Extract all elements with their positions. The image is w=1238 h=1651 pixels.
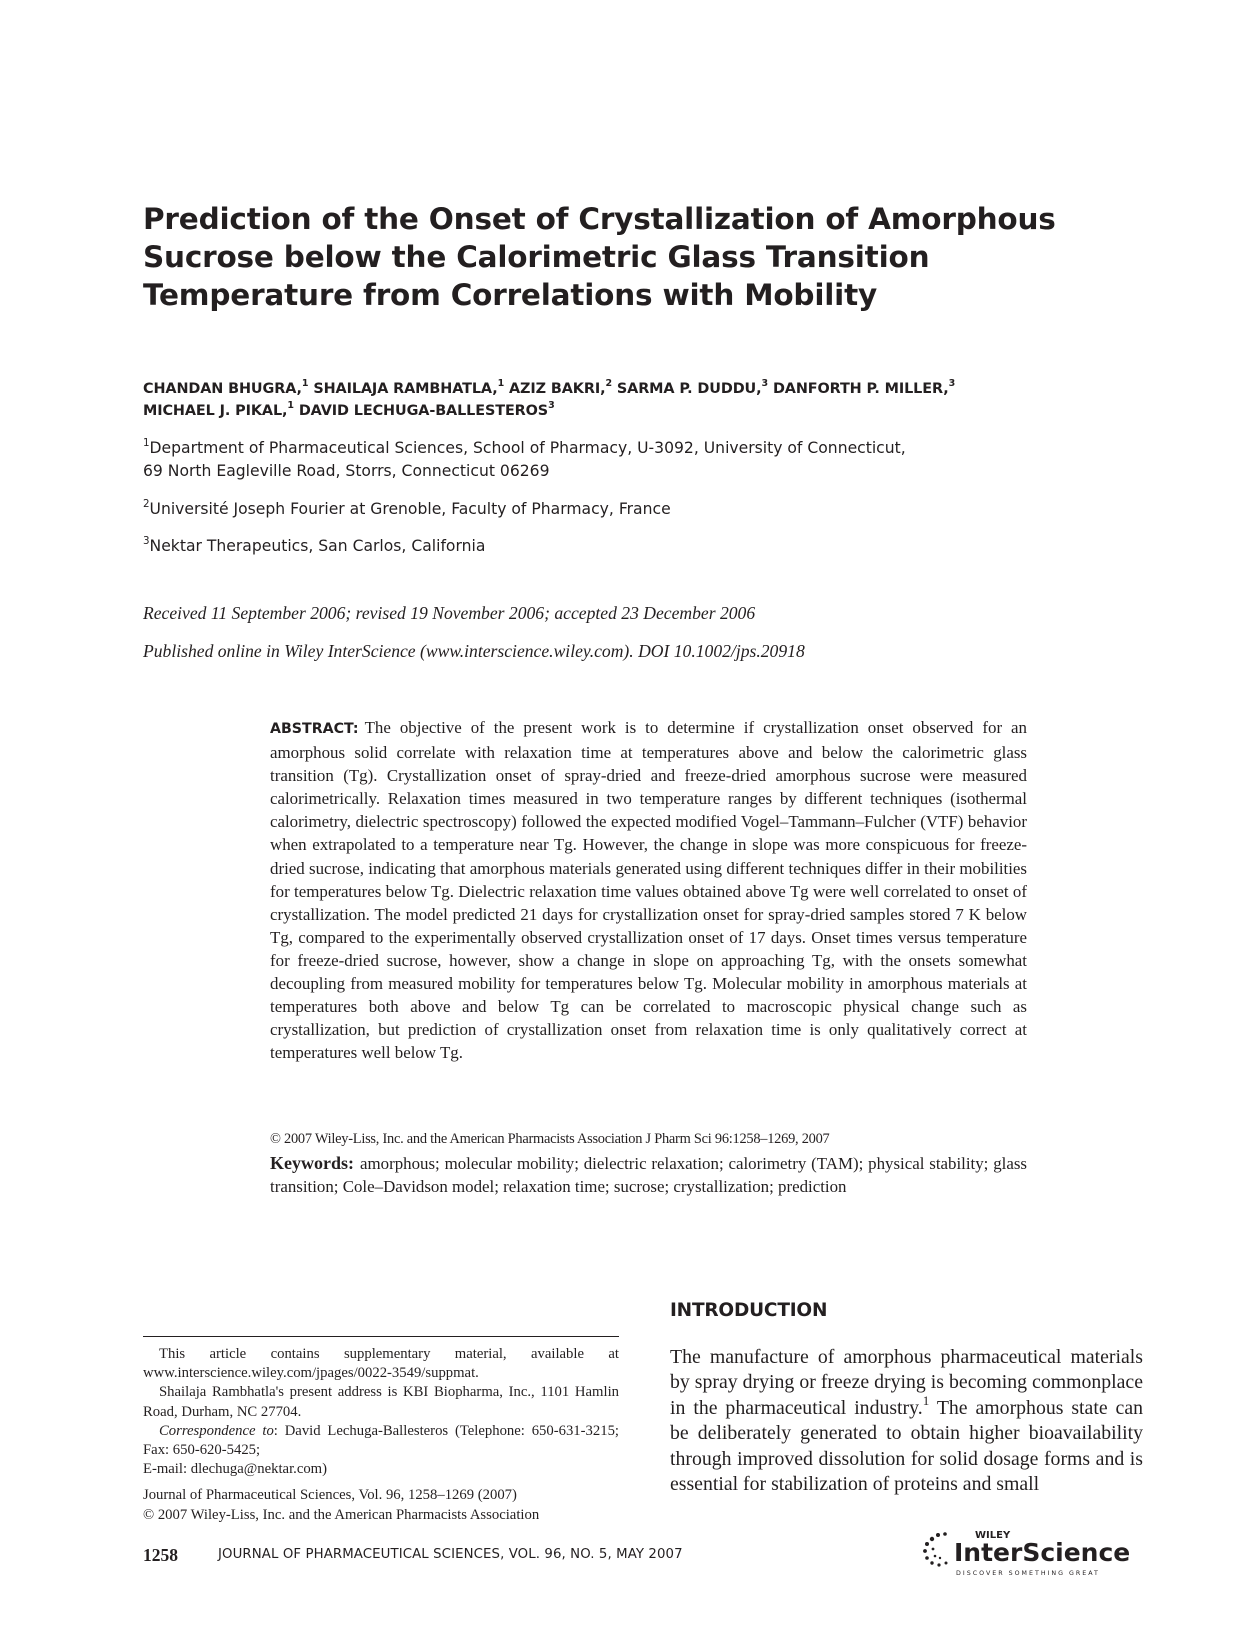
author-affil-sup: 2 — [605, 378, 612, 390]
logo-tagline: DISCOVER SOMETHING GREAT — [956, 1570, 1100, 1577]
affiliation-text: Université Joseph Fourier at Grenoble, Faculty of Pharmacy, France — [149, 500, 671, 518]
author-name: DANFORTH P. MILLER, — [772, 381, 949, 397]
wiley-interscience-logo — [918, 1525, 1158, 1585]
author-list — [143, 378, 1103, 422]
copyright-line: © 2007 Wiley-Liss, Inc. and the American Pharmacists Association J Pharm Sci 96:1258–1269, 2007 — [270, 1131, 830, 1147]
intro-text-part: The amorphous state can be deliberately generated to obtain higher bioavailability through improved dissolution for solid dosage forms and is essential for stabilization of proteins and small — [670, 1396, 1143, 1496]
footnote-journal: Journal of Pharmaceutical Sciences, Vol. 96, 1258–1269 (2007) — [143, 1487, 517, 1504]
title-line: Sucrose below the Calorimetric Glass Transition — [143, 240, 930, 274]
author-name: SHAILAJA RAMBHATLA, — [313, 381, 498, 397]
abstract-text: The objective of the present work is to determine if crystallization onset observed for an amorphous solid correlate with relaxation time at temperatures above and below the calorimetric glass transition (Tg). Crystallization onset of spray-dried and freeze-dried amorphous sucrose were measured calorimetrically. Relaxation times measured in two temperature ranges by different techniques (isothermal calorimetry, dielectric spectroscopy) followed the expected modified Vogel–Tammann–Fulcher (VTF) behavior when extrapolated to a temperature near Tg. However, the change in slope was more conspicuous for freeze-dried sucrose, indicating that amorphous materials generated using different techniques differ in their mobilities for temperatures below Tg. Dielectric relaxation time values obtained above Tg were well correlated to onset of crystallization. The model predicted 21 days for crystallization onset for spray-dried samples stored 7 K below Tg, compared to the experimentally observed crystallization onset of 17 days. Onset times versus temperature for freeze-dried sucrose, however, show a change in slope on approaching Tg, with the onsets somewhat decoupling from measured mobility for temperatures below Tg. Molecular mobility in amorphous materials at temperatures both above and below Tg can be correlated to macroscopic physical change such as crystallization, but prediction of crystallization onset from relaxation time is only qualitatively correct at temperatures well below Tg. — [270, 718, 1027, 1063]
author-name: SARMA P. DUDDU, — [616, 381, 762, 397]
running-footer: JOURNAL OF PHARMACEUTICAL SCIENCES, VOL. 96, NO. 5, MAY 2007 — [218, 1547, 683, 1562]
affiliation — [143, 437, 1103, 483]
affiliation-sup: 1 — [143, 436, 150, 449]
affiliation — [143, 498, 1103, 521]
author-affil-sup: 3 — [548, 400, 555, 412]
keywords-text: amorphous; molecular mobility; dielectric relaxation; calorimetry (TAM); physical stability; glass transition; Cole–Davidson model; relaxation time; sucrose; crystallization; prediction — [270, 1154, 1027, 1197]
introduction-text — [670, 1345, 1143, 1497]
logo-wiley-text: WILEY — [975, 1530, 1011, 1541]
footnote-email: E-mail: dlechuga@nektar.com) — [143, 1461, 327, 1478]
footnote-supplementary: This article contains supplementary material, available at www.interscience.wiley.com/jpages/0022-3549/suppmat. — [143, 1346, 619, 1382]
title-line: Prediction of the Onset of Crystallization of Amorphous — [143, 202, 1056, 236]
abstract — [270, 716, 1027, 1064]
author-affil-sup: 3 — [761, 378, 769, 390]
affiliation-sup: 3 — [143, 534, 150, 547]
abstract-label: ABSTRACT: — [270, 721, 359, 737]
author-name: CHANDAN BHUGRA, — [143, 381, 302, 397]
keywords-label: Keywords: — [270, 1153, 354, 1173]
correspondence-label: Correspondence to — [159, 1422, 274, 1439]
page-number: 1258 — [143, 1545, 178, 1565]
reference-sup: 1 — [922, 1392, 930, 1408]
correspondence-text: : David Lechuga-Ballesteros (Telephone: 650-631-3215; Fax: 650-620-5425; — [143, 1422, 620, 1459]
author-name: AZIZ BAKRI, — [509, 381, 606, 397]
paper-title — [143, 200, 1103, 314]
footnote-correspondence — [143, 1422, 619, 1460]
affiliation-sup: 2 — [143, 497, 150, 510]
footnote-journal-copyright: © 2007 Wiley-Liss, Inc. and the American Pharmacists Association — [143, 1506, 540, 1523]
intro-text-part: The manufacture of amorphous pharmaceutical materials by spray drying or freeze drying is becoming commonplace in the pharmaceutical industry. — [670, 1346, 1143, 1419]
received-dates: Received 11 September 2006; revised 19 November 2006; accepted 23 December 2006 — [143, 603, 756, 623]
author-affil-sup: 1 — [287, 400, 294, 412]
affiliation-text: 69 North Eagleville Road, Storrs, Connecticut 06269 — [143, 462, 550, 480]
author-affil-sup: 1 — [301, 378, 309, 390]
author-affil-sup: 1 — [497, 378, 505, 390]
interscience-swirl-icon — [923, 1532, 947, 1566]
author-line — [143, 400, 1103, 422]
published-online: Published online in Wiley InterScience (www.interscience.wiley.com). DOI 10.1002/jps.20918 — [143, 641, 805, 661]
author-name: DAVID LECHUGA-BALLESTEROS — [298, 403, 549, 419]
affiliation-text: Nektar Therapeutics, San Carlos, California — [149, 537, 486, 555]
footnote-rule — [143, 1336, 619, 1337]
logo-interscience-text: InterScience — [954, 1538, 1131, 1567]
affiliation — [143, 535, 1103, 558]
affiliation-text: Department of Pharmaceutical Sciences, School of Pharmacy, U-3092, University of Connecticut, — [149, 439, 906, 457]
footnotes — [143, 1345, 619, 1525]
footnote-address: Shailaja Rambhatla's present address is KBI Biopharma, Inc., 1101 Hamlin Road, Durham, NC 27704. — [143, 1384, 619, 1420]
author-name: MICHAEL J. PIKAL, — [143, 403, 288, 419]
author-affil-sup: 3 — [948, 378, 956, 390]
keywords — [270, 1152, 1027, 1198]
title-line: Temperature from Correlations with Mobility — [143, 278, 878, 312]
author-line — [143, 378, 1103, 400]
section-heading-introduction: INTRODUCTION — [670, 1300, 828, 1321]
